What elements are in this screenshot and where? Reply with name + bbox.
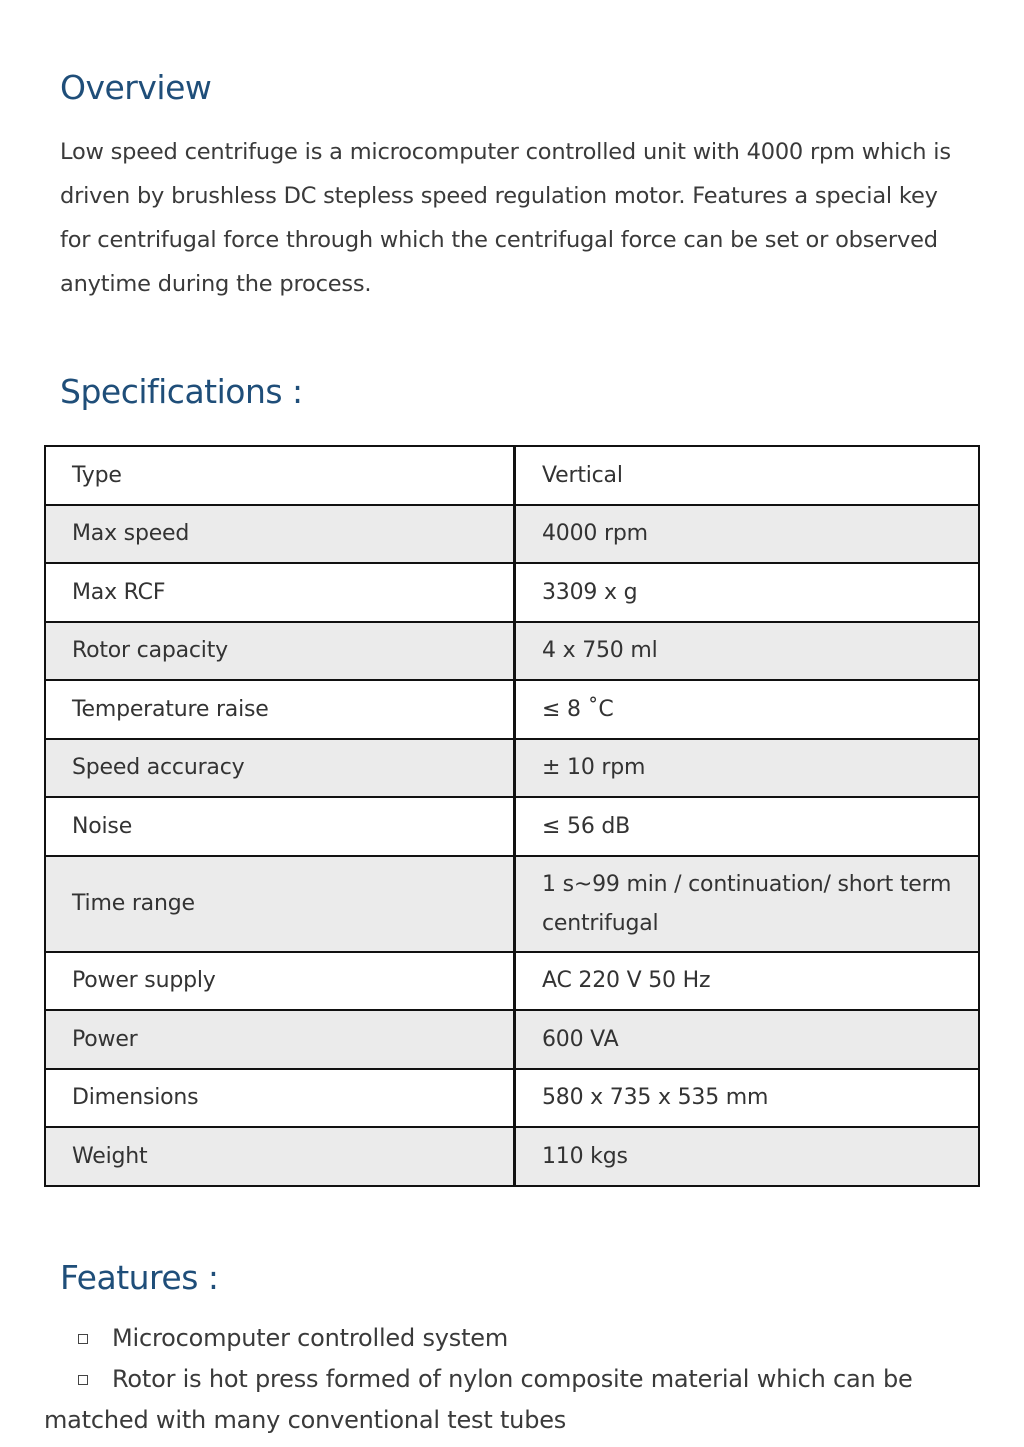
- table-row: [45, 622, 979, 681]
- spec-value: ≤ 8 ˚C: [515, 680, 980, 739]
- spec-value: 580 x 735 x 535 mm: [515, 1069, 980, 1128]
- spec-value: ± 10 rpm: [515, 739, 980, 798]
- spec-label: Rotor capacity: [45, 622, 515, 681]
- spec-label: Power: [45, 1010, 515, 1069]
- features-list: [44, 1318, 984, 1441]
- square-bullet-icon: [78, 1375, 88, 1385]
- spec-label: Temperature raise: [45, 680, 515, 739]
- table-row: [45, 1069, 979, 1128]
- spec-label: Dimensions: [45, 1069, 515, 1128]
- overview-heading: Overview: [60, 68, 212, 107]
- table-row: [45, 739, 979, 798]
- features-heading: Features :: [60, 1258, 219, 1297]
- spec-label: Noise: [45, 797, 515, 856]
- table-row: [45, 505, 979, 564]
- spec-value: 1 s~99 min / continuation/ short term centrifugal: [515, 856, 980, 952]
- spec-label: Time range: [45, 856, 515, 952]
- table-row: [45, 446, 979, 505]
- list-item: [44, 1359, 984, 1441]
- table-row: [45, 1127, 979, 1186]
- table-row: [45, 856, 979, 952]
- list-item: [44, 1318, 984, 1359]
- table-row: [45, 952, 979, 1011]
- spec-value: 3309 x g: [515, 563, 980, 622]
- overview-paragraph: Low speed centrifuge is a microcomputer controlled unit with 4000 rpm which is driven by brushless DC stepless speed regulation motor. Features a special key for centrifugal force through which the centrifugal force can be set or observed anytime during the process.: [60, 139, 951, 297]
- spec-value: ≤ 56 dB: [515, 797, 980, 856]
- specifications-heading: Specifications :: [60, 372, 303, 411]
- spec-value: Vertical: [515, 446, 980, 505]
- table-row: [45, 797, 979, 856]
- spec-label: Weight: [45, 1127, 515, 1186]
- feature-text: Microcomputer controlled system: [112, 1324, 509, 1352]
- table-row: [45, 563, 979, 622]
- spec-value: 600 VA: [515, 1010, 980, 1069]
- table-row: [45, 1010, 979, 1069]
- spec-label: Power supply: [45, 952, 515, 1011]
- spec-label: Type: [45, 446, 515, 505]
- square-bullet-icon: [78, 1334, 88, 1344]
- spec-label: Speed accuracy: [45, 739, 515, 798]
- spec-value: AC 220 V 50 Hz: [515, 952, 980, 1011]
- spec-value: 4000 rpm: [515, 505, 980, 564]
- spec-label: Max speed: [45, 505, 515, 564]
- spec-label: Max RCF: [45, 563, 515, 622]
- spec-value: 4 x 750 ml: [515, 622, 980, 681]
- spec-value: 110 kgs: [515, 1127, 980, 1186]
- table-row: [45, 680, 979, 739]
- specifications-table: [44, 445, 980, 1187]
- feature-text: Rotor is hot press formed of nylon composite material which can be matched with many conventional test tubes: [44, 1365, 913, 1434]
